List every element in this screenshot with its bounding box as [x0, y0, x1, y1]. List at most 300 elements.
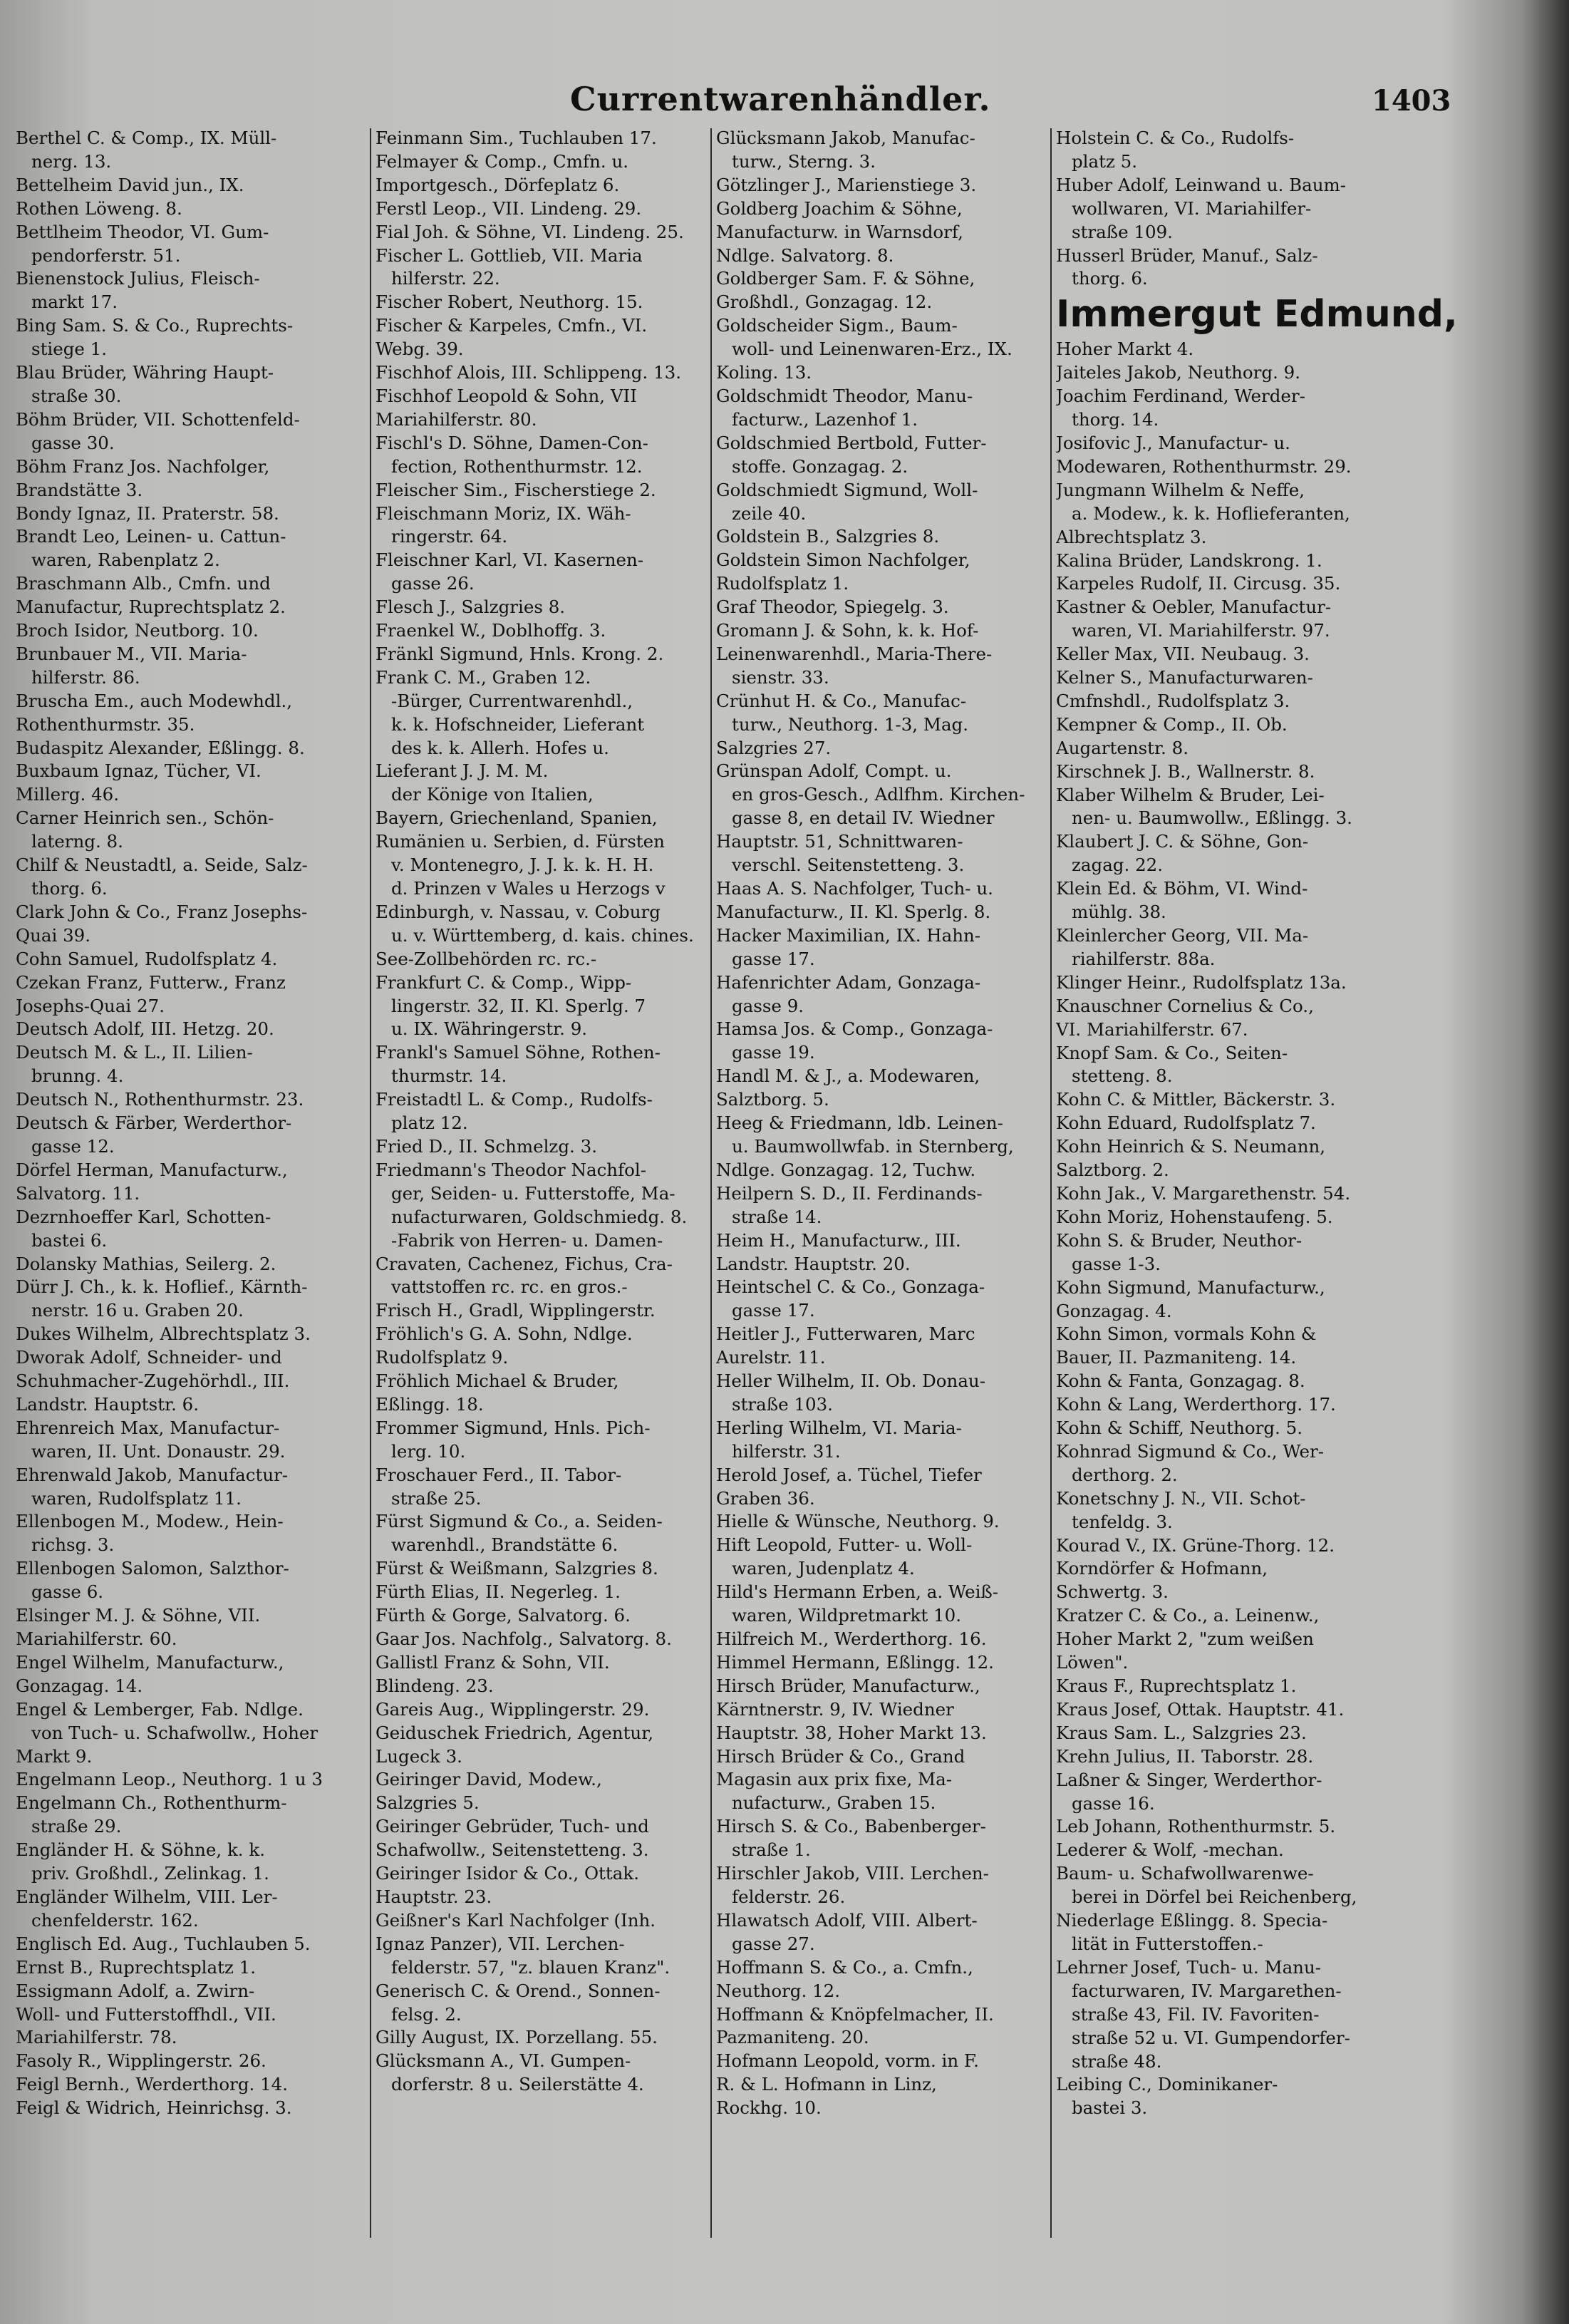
directory-entry-line: Koling. 13.	[716, 362, 812, 383]
directory-entry-line: felsg. 2.	[391, 2003, 462, 2025]
directory-entry-line: brunng. 4.	[31, 1065, 124, 1087]
directory-entry-line: Klein Ed. & Böhm, VI. Wind-	[1056, 878, 1308, 899]
directory-entry-line: Kohn C. & Mittler, Bäckerstr. 3.	[1056, 1089, 1336, 1110]
directory-entry-line: Dukes Wilhelm, Albrechtsplatz 3.	[16, 1323, 311, 1345]
directory-entry-line: Baum- u. Schafwollwarenwe-	[1056, 1863, 1314, 1884]
directory-entry-line: Klaber Wilhelm & Bruder, Lei-	[1056, 784, 1325, 805]
directory-entry-line: Holstein C. & Co., Rudolfs-	[1056, 128, 1295, 148]
directory-entry-line: straße 14.	[732, 1206, 822, 1227]
directory-entry-line: Klinger Heinr., Rudolfsplatz 13a.	[1056, 971, 1347, 993]
directory-entry-line: Broch Isidor, Neutborg. 10.	[16, 620, 259, 641]
directory-entry-line: Salzgries 27.	[716, 737, 832, 758]
directory-entry-line: Lehrner Josef, Tuch- u. Manu-	[1056, 1956, 1322, 1978]
page-title: Currentwarenhändler.	[570, 80, 991, 118]
directory-entry-line: Goldstein B., Salzgries 8.	[716, 526, 940, 547]
directory-entry-line: Millerg. 46.	[16, 784, 120, 805]
directory-entry-line: Leibing C., Dominikaner-	[1056, 2074, 1278, 2095]
directory-entry-line: platz 12.	[391, 1112, 468, 1134]
directory-entry-line: stiege 1.	[31, 339, 108, 360]
directory-entry-line: Crünhut H. & Co., Manufac-	[716, 690, 967, 711]
directory-entry-line: Knopf Sam. & Co., Seiten-	[1056, 1042, 1288, 1063]
directory-entry-line: Felmayer & Comp., Cmfn. u.	[376, 150, 629, 172]
directory-entry-line: Edinburgh, v. Nassau, v. Coburg	[376, 901, 661, 922]
directory-entry-line: Landstr. Hauptstr. 6.	[16, 1393, 200, 1415]
directory-entry-line: Berthel C. & Comp., IX. Müll-	[16, 128, 277, 148]
directory-entry-line: Kraus F., Ruprechtsplatz 1.	[1056, 1675, 1297, 1696]
directory-entry-line: Fischhof Leopold & Sohn, VII	[376, 385, 637, 406]
directory-entry-line: Keller Max, VII. Neubaug. 3.	[1056, 644, 1310, 665]
directory-entry-line: straße 43, Fil. IV. Favoriten-	[1072, 2003, 1320, 2025]
directory-entry-line: Kohn & Lang, Werderthorg. 17.	[1056, 1394, 1336, 1415]
directory-entry-line: u. Baumwollwfab. in Sternberg,	[732, 1135, 1014, 1157]
directory-entry-line: Böhm Brüder, VII. Schottenfeld-	[16, 408, 300, 430]
directory-entry-line: Englisch Ed. Aug., Tuchlauben 5.	[16, 1933, 311, 1954]
directory-entry-line: Heintschel C. & Co., Gonzaga-	[716, 1276, 985, 1298]
directory-entry-line: laterng. 8.	[31, 831, 123, 852]
directory-entry-line: waren, II. Unt. Donaustr. 29.	[31, 1440, 286, 1462]
directory-entry-line: waren, Judenplatz 4.	[732, 1558, 915, 1579]
directory-entry-line: Knauschner Cornelius & Co.,	[1056, 995, 1314, 1016]
directory-entry-line: Schuhmacher-Zugehörhdl., III.	[16, 1370, 290, 1392]
directory-entry-line: Fischhof Alois, III. Schlippeng. 13.	[376, 362, 681, 383]
directory-entry-line: Bayern, Griechenland, Spanien,	[376, 807, 658, 829]
directory-entry-line: Josifovic J., Manufactur- u.	[1056, 432, 1290, 453]
directory-entry-line: waren, Wildpretmarkt 10.	[732, 1605, 961, 1626]
directory-entry-line: Hilfreich M., Werderthorg. 16.	[716, 1628, 987, 1649]
directory-entry-line: Cravaten, Cachenez, Fichus, Cra-	[376, 1253, 673, 1274]
directory-entry-line: Albrechtsplatz 3.	[1056, 526, 1207, 547]
directory-entry-line: Friedmann's Theodor Nachfol-	[376, 1159, 647, 1180]
directory-entry-line: Brandstätte 3.	[16, 479, 143, 500]
directory-entry-line: v. Montenegro, J. J. k. k. H. H.	[391, 854, 654, 876]
page-number: 1403	[1372, 84, 1451, 118]
directory-entry-line: Fürth Elias, II. Negerleg. 1.	[376, 1581, 621, 1603]
directory-entry-line: R. & L. Hofmann in Linz,	[716, 2074, 937, 2095]
directory-entry-line: richsg. 3.	[31, 1534, 115, 1556]
directory-entry-line: Huber Adolf, Leinwand u. Baum-	[1056, 174, 1347, 195]
directory-entry-line: Rumänien u. Serbien, d. Fürsten	[376, 831, 665, 852]
directory-entry-line: Karpeles Rudolf, II. Circusg. 35.	[1056, 573, 1341, 594]
directory-entry-line: Bettelheim David jun., IX.	[16, 174, 244, 195]
directory-entry-line: Götzlinger J., Marienstiege 3.	[716, 174, 977, 195]
directory-entry-line: Dürr J. Ch., k. k. Hoflief., Kärnth-	[16, 1276, 308, 1298]
directory-entry-line: a. Modew., k. k. Hoflieferanten,	[1072, 502, 1350, 524]
directory-entry-line: des k. k. Allerh. Hofes u.	[391, 737, 609, 758]
directory-entry-line: Fleischer Sim., Fischerstiege 2.	[376, 479, 656, 500]
directory-entry-line: Kohn & Fanta, Gonzagag. 8.	[1056, 1370, 1305, 1392]
directory-entry-line: markt 17.	[31, 291, 118, 313]
directory-entry-line: Engländer H. & Söhne, k. k.	[16, 1839, 266, 1861]
directory-entry-line: lerg. 10.	[391, 1440, 466, 1462]
directory-entry-line: Elsinger M. J. & Söhne, VII.	[16, 1605, 261, 1626]
directory-entry-line: Aurelstr. 11.	[716, 1347, 826, 1368]
directory-entry-line: Lieferant J. J. M. M.	[376, 760, 549, 782]
directory-entry-line: Kleinlercher Georg, VII. Ma-	[1056, 925, 1309, 946]
directory-entry-line: gasse 26.	[391, 573, 475, 594]
directory-entry-line: gasse 1-3.	[1072, 1253, 1161, 1274]
directory-entry-line: Graf Theodor, Spiegelg. 3.	[716, 597, 949, 618]
directory-entry-line: thorg. 14.	[1072, 409, 1159, 430]
directory-entry-line: Goldberger Sam. F. & Söhne,	[716, 268, 975, 289]
directory-entry-line: Magasin aux prix fixe, Ma-	[716, 1769, 952, 1790]
directory-entry-line: Geiringer Isidor & Co., Ottak.	[376, 1863, 639, 1884]
directory-entry-line: Markt 9.	[16, 1745, 93, 1767]
directory-entry-line: von Tuch- u. Schafwollw., Hoher	[31, 1722, 319, 1743]
directory-entry-line: Hlawatsch Adolf, VIII. Albert-	[716, 1909, 978, 1931]
directory-entry-line: Hirschler Jakob, VIII. Lerchen-	[716, 1863, 989, 1884]
directory-entry-line: Hoffmann & Knöpfelmacher, II.	[716, 2003, 994, 2025]
directory-entry-line: Ndlge. Gonzagag. 12, Tuchw.	[716, 1159, 976, 1180]
directory-entry-line: Handl M. & J., a. Modewaren,	[716, 1065, 980, 1087]
directory-entry-line: straße 52 u. VI. Gumpendorfer-	[1072, 2027, 1350, 2048]
directory-entry-line: Chilf & Neustadtl, a. Seide, Salz-	[16, 854, 308, 876]
directory-entry-line: Hamsa Jos. & Comp., Gonzaga-	[716, 1018, 993, 1040]
directory-entry-line: Buxbaum Ignaz, Tücher, VI.	[16, 760, 262, 782]
directory-entry-line: Deutsch N., Rothenthurmstr. 23.	[16, 1089, 304, 1110]
directory-entry-line: Kraus Sam. L., Salzgries 23.	[1056, 1722, 1307, 1743]
directory-entry-line: -Fabrik von Herren- u. Damen-	[391, 1229, 663, 1251]
directory-entry-line: Pazmaniteng. 20.	[716, 2027, 869, 2048]
directory-entry-line: Ferstl Leop., VII. Lindeng. 29.	[376, 197, 642, 219]
directory-entry-line: Hafenrichter Adam, Gonzaga-	[716, 971, 981, 993]
directory-entry-line: nen- u. Baumwollw., Eßlingg. 3.	[1072, 807, 1352, 829]
directory-entry-line: turw., Sterng. 3.	[732, 150, 876, 172]
column-divider	[370, 128, 371, 2238]
directory-entry-line: gasse 6.	[31, 1581, 104, 1603]
directory-entry-line: Hauptstr. 38, Hoher Markt 13.	[716, 1722, 987, 1743]
directory-entry-line: Kohn Simon, vormals Kohn &	[1056, 1323, 1317, 1345]
directory-entry-line: platz 5.	[1072, 150, 1138, 172]
directory-entry-line: Hacker Maximilian, IX. Hahn-	[716, 924, 981, 946]
directory-entry-line: Gallistl Franz & Sohn, VII.	[376, 1651, 610, 1673]
directory-entry-line: Glücksmann Jakob, Manufac-	[716, 128, 975, 148]
directory-entry-line: Geißner's Karl Nachfolger (Inh.	[376, 1909, 656, 1931]
directory-entry-line: Feinmann Sim., Tuchlauben 17.	[376, 128, 657, 148]
directory-entry-line: Kohnrad Sigmund & Co., Wer-	[1056, 1440, 1325, 1462]
directory-entry-line: thorg. 6.	[31, 878, 108, 899]
directory-entry-line: straße 48.	[1072, 2050, 1162, 2072]
directory-entry-line: Hild's Hermann Erben, a. Weiß-	[716, 1581, 999, 1603]
directory-column-3	[716, 127, 1069, 2120]
directory-entry-line: Feigl & Widrich, Heinrichsg. 3.	[16, 2097, 292, 2119]
directory-entry-line: Kempner & Comp., II. Ob.	[1056, 713, 1288, 735]
directory-entry-line: Dworak Adolf, Schneider- und	[16, 1347, 282, 1368]
directory-entry-line: Froschauer Ferd., II. Tabor-	[376, 1464, 622, 1485]
directory-entry-line: Haas A. S. Nachfolger, Tuch- u.	[716, 878, 993, 899]
directory-entry-line: Manufacturw. in Warnsdorf,	[716, 221, 963, 242]
directory-entry-line: Goldschmidt Theodor, Manu-	[716, 385, 973, 406]
directory-entry-line: Hoffmann S. & Co., a. Cmfn.,	[716, 1956, 973, 1978]
directory-entry-line: Brandt Leo, Leinen- u. Cattun-	[16, 526, 286, 547]
directory-entry-line: Engelmann Ch., Rothenthurm-	[16, 1792, 287, 1814]
directory-entry-line: Herling Wilhelm, VI. Maria-	[716, 1417, 962, 1438]
directory-entry-line: tenfeldg. 3.	[1072, 1511, 1173, 1532]
directory-entry-line: Kohn S. & Bruder, Neuthor-	[1056, 1229, 1303, 1251]
directory-entry-line: Czekan Franz, Futterw., Franz	[16, 971, 286, 993]
directory-entry-line: Himmel Hermann, Eßlingg. 12.	[716, 1651, 994, 1673]
directory-entry-line: Braschmann Alb., Cmfn. und	[16, 573, 271, 594]
directory-entry-line: Carner Heinrich sen., Schön-	[16, 807, 274, 829]
directory-entry-line: Deutsch M. & L., II. Lilien-	[16, 1042, 253, 1063]
directory-entry-line: warenhdl., Brandstätte 6.	[391, 1534, 618, 1556]
directory-entry-line: straße 29.	[31, 1816, 122, 1837]
directory-entry-line: bastei 6.	[31, 1229, 108, 1251]
directory-entry-line: Fischl's D. Söhne, Damen-Con-	[376, 432, 648, 453]
directory-entry-line: priv. Großhdl., Zelinkag. 1.	[31, 1863, 269, 1884]
directory-entry-line: Fürth & Gorge, Salvatorg. 6.	[376, 1605, 631, 1626]
directory-entry-line: Kirschnek J. B., Wallnerstr. 8.	[1056, 760, 1315, 782]
directory-entry-line: Hift Leopold, Futter- u. Woll-	[716, 1534, 973, 1556]
directory-entry-line: Bing Sam. S. & Co., Ruprechts-	[16, 315, 294, 336]
directory-entry-line: Bettlheim Theodor, VI. Gum-	[16, 221, 269, 242]
directory-entry-line: Kourad V., IX. Grüne-Thorg. 12.	[1056, 1534, 1335, 1556]
directory-entry-line: thorg. 6.	[1072, 268, 1148, 289]
directory-entry-line: Böhm Franz Jos. Nachfolger,	[16, 455, 270, 477]
directory-entry-line: Gaar Jos. Nachfolg., Salvatorg. 8.	[376, 1628, 672, 1649]
directory-entry-line: stetteng. 8.	[1072, 1065, 1173, 1087]
directory-entry-line: chenfelderstr. 162.	[31, 1909, 199, 1931]
directory-entry-line: Engel Wilhelm, Manufacturw.,	[16, 1651, 284, 1673]
directory-entry-line: felderstr. 26.	[732, 1886, 846, 1907]
directory-entry-line: Heim H., Manufacturw., III.	[716, 1229, 961, 1251]
directory-entry-line: bastei 3.	[1072, 2097, 1148, 2119]
directory-entry-line: lität in Futterstoffen.-	[1072, 1933, 1263, 1954]
directory-entry-line: Gilly August, IX. Porzellang. 55.	[376, 2027, 658, 2048]
directory-entry-line: gasse 30.	[31, 432, 115, 453]
directory-entry-line: Eßlingg. 18.	[376, 1393, 484, 1415]
directory-entry-line: Hirsch Brüder & Co., Grand	[716, 1745, 965, 1767]
directory-entry-line: Jaiteles Jakob, Neuthorg. 9.	[1056, 362, 1301, 383]
directory-entry-line: gasse 17.	[732, 948, 815, 969]
directory-entry-line: Kratzer C. & Co., a. Leinenw.,	[1056, 1605, 1320, 1626]
directory-entry-line: Grünspan Adolf, Compt. u.	[716, 760, 952, 782]
directory-entry-line: Kohn Sigmund, Manufacturw.,	[1056, 1276, 1325, 1298]
directory-entry-line: nerstr. 16 u. Graben 20.	[31, 1300, 244, 1321]
directory-entry-line: straße 109.	[1072, 221, 1173, 242]
directory-entry-line: Gromann J. & Sohn, k. k. Hof-	[716, 620, 979, 641]
directory-entry-line: Essigmann Adolf, a. Zwirn-	[16, 1980, 255, 2001]
directory-entry-line: Freistadtl L. & Comp., Rudolfs-	[376, 1089, 653, 1110]
directory-entry-line: Hoher Markt 4.	[1056, 339, 1194, 360]
directory-entry-line: straße 103.	[732, 1393, 833, 1415]
directory-entry-line: ringerstr. 64.	[391, 526, 508, 547]
directory-entry-line: Herold Josef, a. Tüchel, Tiefer	[716, 1464, 982, 1485]
directory-column-4	[1056, 127, 1458, 2120]
directory-entry-line: Brunbauer M., VII. Maria-	[16, 643, 247, 664]
directory-entry-line: nerg. 13.	[31, 150, 112, 172]
directory-entry-line: Frank C. M., Graben 12.	[376, 666, 591, 688]
directory-entry-line: Kohn Heinrich & S. Neumann,	[1056, 1136, 1326, 1157]
directory-entry-line: gasse 27.	[732, 1933, 815, 1954]
directory-entry-line: Deutsch Adolf, III. Hetzg. 20.	[16, 1018, 274, 1040]
directory-entry-line: Fischer L. Gottlieb, VII. Maria	[376, 244, 643, 266]
directory-entry-line: u. v. Württemberg, d. kais. chines.	[391, 924, 694, 946]
directory-entry-line: gasse 12.	[31, 1135, 115, 1157]
directory-entry-line: gasse 19.	[732, 1042, 815, 1063]
directory-entry-line: Frisch H., Gradl, Wipplingerstr.	[376, 1300, 656, 1321]
directory-entry-line: hilferstr. 22.	[391, 268, 500, 289]
directory-entry-line: pendorferstr. 51.	[31, 244, 181, 266]
directory-entry-line: Engel & Lemberger, Fab. Ndlge.	[16, 1698, 304, 1720]
directory-entry-line: Dörfel Herman, Manufacturw.,	[16, 1159, 288, 1180]
directory-entry-line: Graben 36.	[716, 1487, 815, 1509]
directory-entry-line: Fürst & Weißmann, Salzgries 8.	[376, 1558, 658, 1579]
directory-entry-line: straße 30.	[31, 385, 122, 406]
directory-entry-line: Gonzagag. 4.	[1056, 1300, 1172, 1321]
directory-entry-line: Fleischner Karl, VI. Kasernen-	[376, 549, 644, 571]
directory-entry-line: Webg. 39.	[376, 339, 464, 360]
directory-entry-line: waren, VI. Mariahilferstr. 97.	[1072, 620, 1330, 641]
directory-entry-line: d. Prinzen v Wales u Herzogs v	[391, 878, 666, 899]
directory-entry-line: Fraenkel W., Doblhoffg. 3.	[376, 620, 606, 641]
directory-entry-line: Bienenstock Julius, Fleisch-	[16, 268, 260, 289]
directory-entry-line: Geiringer Gebrüder, Tuch- und	[376, 1816, 649, 1837]
directory-entry-line: waren, Rudolfsplatz 11.	[31, 1487, 242, 1509]
directory-entry-line: Heilpern S. D., II. Ferdinands-	[716, 1182, 983, 1204]
directory-entry-line: Hirsch Brüder, Manufacturw.,	[716, 1675, 980, 1696]
directory-entry-line: facturwaren, IV. Margarethen-	[1072, 1980, 1342, 2001]
directory-entry-line: Gonzagag. 14.	[16, 1675, 143, 1696]
directory-entry-line: Ellenbogen M., Modew., Hein-	[16, 1511, 284, 1532]
directory-entry-line: Konetschny J. N., VII. Schot-	[1056, 1487, 1306, 1509]
directory-entry-line: gasse 17.	[732, 1300, 815, 1321]
directory-entry-line: Dezrnhoeffer Karl, Schotten-	[16, 1206, 271, 1227]
directory-entry-line: Gareis Aug., Wipplingerstr. 29.	[376, 1698, 650, 1720]
directory-entry-line: Korndörfer & Hofmann,	[1056, 1558, 1268, 1579]
directory-entry-line: Blindeng. 23.	[376, 1675, 494, 1696]
directory-entry-line: derthorg. 2.	[1072, 1464, 1178, 1485]
directory-entry-line: Engländer Wilhelm, VIII. Ler-	[16, 1886, 278, 1907]
directory-entry-line: Fried D., II. Schmelzg. 3.	[376, 1135, 597, 1157]
directory-entry-line: Hielle & Wünsche, Neuthorg. 9.	[716, 1511, 1000, 1532]
directory-entry-line: Niederlage Eßlingg. 8. Specia-	[1056, 1910, 1328, 1931]
directory-entry-line: Großhdl., Gonzagag. 12.	[716, 291, 933, 313]
directory-entry-line: u. IX. Währingerstr. 9.	[391, 1018, 588, 1040]
directory-entry-line: Husserl Brüder, Manuf., Salz-	[1056, 244, 1318, 266]
directory-entry-line: Mariahilferstr. 78.	[16, 2027, 177, 2048]
directory-entry-line: Kohn Eduard, Rudolfsplatz 7.	[1056, 1112, 1316, 1134]
directory-entry-line: Bruscha Em., auch Modewhdl.,	[16, 690, 292, 711]
directory-entry-line: VI. Mariahilferstr. 67.	[1056, 1018, 1248, 1040]
directory-entry-line: Landstr. Hauptstr. 20.	[716, 1253, 911, 1274]
directory-entry-line: Importgesch., Dörfeplatz 6.	[376, 174, 620, 195]
directory-entry-line: Bauer, II. Pazmaniteng. 14.	[1056, 1347, 1297, 1368]
directory-entry-line: Fial Joh. & Söhne, VI. Lindeng. 25.	[376, 221, 684, 242]
directory-entry-line: Generisch C. & Orend., Sonnen-	[376, 1980, 661, 2001]
directory-entry-line: Kalina Brüder, Landskrong. 1.	[1056, 549, 1322, 571]
directory-entry-line: Neuthorg. 12.	[716, 1980, 841, 2001]
directory-entry-line: Budaspitz Alexander, Eßlingg. 8.	[16, 737, 305, 758]
directory-entry-line: Fleischmann Moriz, IX. Wäh-	[376, 502, 631, 524]
directory-entry-line: Fröhlich's G. A. Sohn, Ndlge.	[376, 1323, 633, 1345]
directory-entry-line: Quai 39.	[16, 924, 91, 946]
directory-entry-line: Fürst Sigmund & Co., a. Seiden-	[376, 1511, 663, 1532]
directory-entry-line: Kärntnerstr. 9, IV. Wiedner	[716, 1698, 954, 1720]
directory-entry-line: Ehrenwald Jakob, Manufactur-	[16, 1464, 289, 1485]
directory-entry-line: ger, Seiden- u. Futterstoffe, Ma-	[391, 1182, 675, 1204]
directory-entry-line: der Könige von Italien,	[391, 784, 594, 805]
directory-entry-line: lingerstr. 32, II. Kl. Sperlg. 7	[391, 995, 646, 1016]
directory-entry-line: verschl. Seitenstetteng. 3.	[732, 854, 965, 876]
directory-entry-line: Fischer & Karpeles, Cmfn., VI.	[376, 315, 648, 336]
directory-entry-line: felderstr. 57, "z. blauen Kranz".	[391, 1956, 670, 1978]
directory-entry-line: Joachim Ferdinand, Werder-	[1056, 386, 1305, 407]
directory-entry-line: Salvatorg. 11.	[16, 1182, 140, 1204]
directory-entry-line: Manufactur, Ruprechtsplatz 2.	[16, 597, 286, 618]
directory-column-1	[16, 127, 368, 2120]
directory-entry-line: Lederer & Wolf, -mechan.	[1056, 1839, 1284, 1861]
directory-entry-line: mühlg. 38.	[1072, 902, 1166, 923]
directory-entry-line: See-Zollbehörden rc. rc.-	[376, 948, 597, 969]
page-header	[29, 80, 1454, 123]
directory-entry-line: facturw., Lazenhof 1.	[732, 408, 918, 430]
directory-entry-line: Bondy Ignaz, II. Praterstr. 58.	[16, 502, 279, 524]
directory-entry-line: stoffe. Gonzagag. 2.	[732, 455, 908, 477]
directory-entry-line: Ellenbogen Salomon, Salzthor-	[16, 1558, 289, 1579]
directory-entry-line: zagag. 22.	[1072, 854, 1164, 876]
directory-entry-line: Goldstein Simon Nachfolger,	[716, 549, 970, 571]
directory-entry-line: Geiringer David, Modew.,	[376, 1769, 602, 1790]
directory-entry-line: Rudolfsplatz 9.	[376, 1347, 509, 1368]
directory-entry-line: sienstr. 33.	[732, 666, 829, 688]
directory-entry-line: Goldscheider Sigm., Baum-	[716, 315, 958, 336]
directory-entry-line: Goldschmied Bertbold, Futter-	[716, 432, 987, 453]
directory-entry-line: Frommer Sigmund, Hnls. Pich-	[376, 1417, 651, 1438]
directory-entry-line: Laßner & Singer, Werderthor-	[1056, 1769, 1322, 1790]
directory-entry-line: Josephs-Quai 27.	[16, 995, 165, 1016]
directory-entry-line: thurmstr. 14.	[391, 1065, 507, 1087]
directory-entry-line: Kohn Jak., V. Margarethenstr. 54.	[1056, 1182, 1351, 1204]
directory-entry-line: Kastner & Oebler, Manufactur-	[1056, 597, 1332, 618]
directory-entry-line: Frankfurt C. & Comp., Wipp-	[376, 971, 632, 993]
directory-entry-line: vattstoffen rc. rc. en gros.-	[391, 1276, 628, 1298]
directory-entry-line: Salzgries 5.	[376, 1792, 480, 1814]
directory-entry-line: Lugeck 3.	[376, 1745, 462, 1767]
directory-entry-line: Rockhg. 10.	[716, 2097, 822, 2119]
directory-entry-line: Kohn & Schiff, Neuthorg. 5.	[1056, 1417, 1303, 1439]
directory-entry-line: Rudolfsplatz 1.	[716, 573, 849, 594]
directory-entry-line: Salztborg. 2.	[1056, 1160, 1169, 1181]
directory-entry-line: Hauptstr. 23.	[376, 1886, 492, 1907]
directory-entry-line: Glücksmann A., VI. Gumpen-	[376, 2050, 631, 2072]
directory-entry-line: Feigl Bernh., Werderthorg. 14.	[16, 2074, 289, 2095]
directory-entry-line: Fröhlich Michael & Bruder,	[376, 1370, 619, 1392]
directory-entry-line: Ndlge. Salvatorg. 8.	[716, 244, 894, 266]
display-entry: Immergut Edmund,	[1056, 293, 1458, 336]
directory-entry-line: Frankl's Samuel Söhne, Rothen-	[376, 1042, 661, 1063]
directory-entry-line: waren, Rabenplatz 2.	[31, 549, 220, 571]
directory-entry-line: Kelner S., Manufacturwaren-	[1056, 667, 1313, 688]
directory-entry-line: dorferstr. 8 u. Seilerstätte 4.	[391, 2074, 644, 2095]
directory-entry-line: -Bürger, Currentwarenhdl.,	[391, 690, 633, 711]
directory-entry-line: Augartenstr. 8.	[1056, 737, 1189, 758]
directory-entry-line: Woll- und Futterstoffhdl., VII.	[16, 2003, 276, 2025]
directory-entry-line: fection, Rothenthurmstr. 12.	[391, 455, 643, 477]
directory-entry-line: Hirsch S. & Co., Babenberger-	[716, 1816, 986, 1837]
directory-entry-line: Schafwollw., Seitenstetteng. 3.	[376, 1839, 649, 1861]
directory-entry-line: k. k. Hofschneider, Lieferant	[391, 713, 645, 735]
directory-entry-line: gasse 16.	[1072, 1792, 1155, 1814]
directory-entry-line: Modewaren, Rothenthurmstr. 29.	[1056, 455, 1352, 477]
directory-entry-line: Fränkl Sigmund, Hnls. Krong. 2.	[376, 643, 664, 664]
directory-entry-line: nufacturwaren, Goldschmiedg. 8.	[391, 1206, 688, 1227]
directory-entry-line: Rothen Löweng. 8.	[16, 197, 182, 219]
directory-entry-line: Ignaz Panzer), VII. Lerchen-	[376, 1933, 625, 1954]
directory-entry-line: Cmfnshdl., Rudolfsplatz 3.	[1056, 690, 1290, 711]
directory-entry-line: Geiduschek Friedrich, Agentur,	[376, 1722, 654, 1743]
directory-entry-line: Salztborg. 5.	[716, 1089, 829, 1110]
directory-entry-line: gasse 8, en detail IV. Wiedner	[732, 807, 995, 829]
